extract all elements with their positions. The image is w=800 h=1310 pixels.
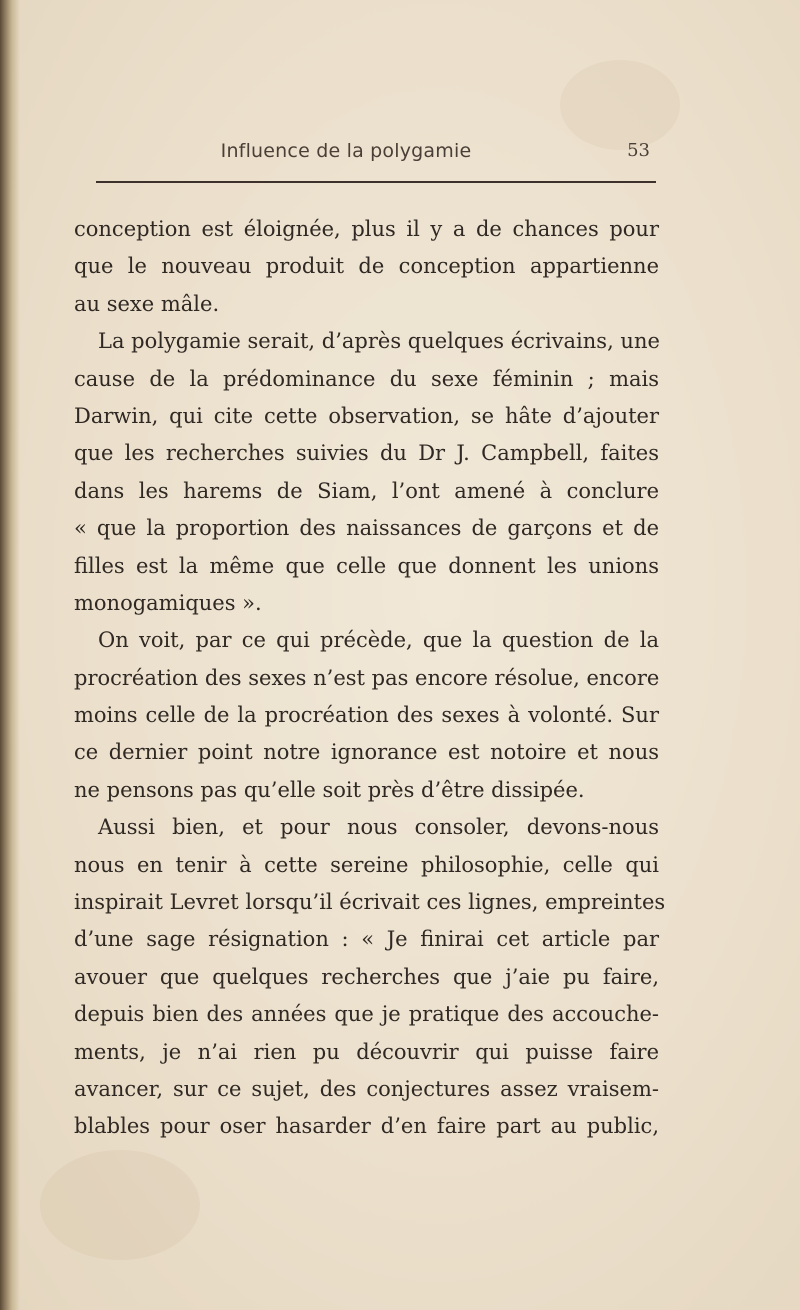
text-line: La polygamie serait, d’après quelques écrivains, une [98, 329, 660, 354]
page-binding-edge [0, 0, 20, 1310]
text-line: d’une sage résignation : « Je finirai cet article par [74, 927, 659, 952]
text-line: au sexe mâle. [74, 291, 220, 316]
text-line: Aussi bien, et pour nous consoler, devons-nous [98, 815, 659, 840]
header-rule [96, 181, 656, 183]
text-line: cause de la prédominance du sexe féminin ; mais [74, 366, 659, 391]
text-line: moins celle de la procréation des sexes à volonté. Sur [74, 703, 659, 728]
running-head [96, 140, 656, 170]
paper-stain [40, 1150, 200, 1260]
page-number: 53 [627, 140, 650, 161]
body-text [74, 211, 666, 1146]
text-line: dans les harems de Siam, l’ont amené à conclure [74, 478, 659, 503]
text-line: On voit, par ce qui précède, que la question de la [98, 628, 659, 653]
text-line: ments, je n’ai rien pu découvrir qui puisse faire [74, 1039, 659, 1064]
text-line: depuis bien des années que je pratique des accouche- [74, 1002, 659, 1027]
text-line: que les recherches suivies du Dr J. Campbell, faites [74, 441, 659, 466]
text-line: filles est la même que celle que donnent les unions [74, 553, 659, 578]
text-line: conception est éloignée, plus il y a de chances pour [74, 217, 659, 241]
text-line: inspirait Levret lorsqu’il écrivait ces lignes, empreintes [74, 890, 666, 915]
text-line: que le nouveau produit de conception appartienne [74, 254, 659, 279]
text-line: procréation des sexes n’est pas encore résolue, encore [74, 665, 660, 690]
text-line: ne pensons pas qu’elle soit près d’être dissipée. [74, 777, 585, 802]
text-line: ce dernier point notre ignorance est notoire et nous [74, 740, 659, 765]
text-line: avouer que quelques recherches que j’aie pu faire, [74, 964, 659, 989]
running-title: Influence de la polygamie [220, 140, 472, 162]
text-line: « que la proportion des naissances de garçons et de [74, 516, 659, 541]
text-line: blables pour oser hasarder d’en faire part au public, [74, 1114, 659, 1139]
text-line: nous en tenir à cette sereine philosophie, celle qui [74, 852, 659, 877]
paper-stain [560, 60, 680, 150]
text-line: Darwin, qui cite cette observation, se hâte d’ajouter [74, 403, 659, 428]
text-line: avancer, sur ce sujet, des conjectures assez vraisem- [74, 1076, 659, 1101]
text-line: monogamiques ». [74, 590, 262, 615]
